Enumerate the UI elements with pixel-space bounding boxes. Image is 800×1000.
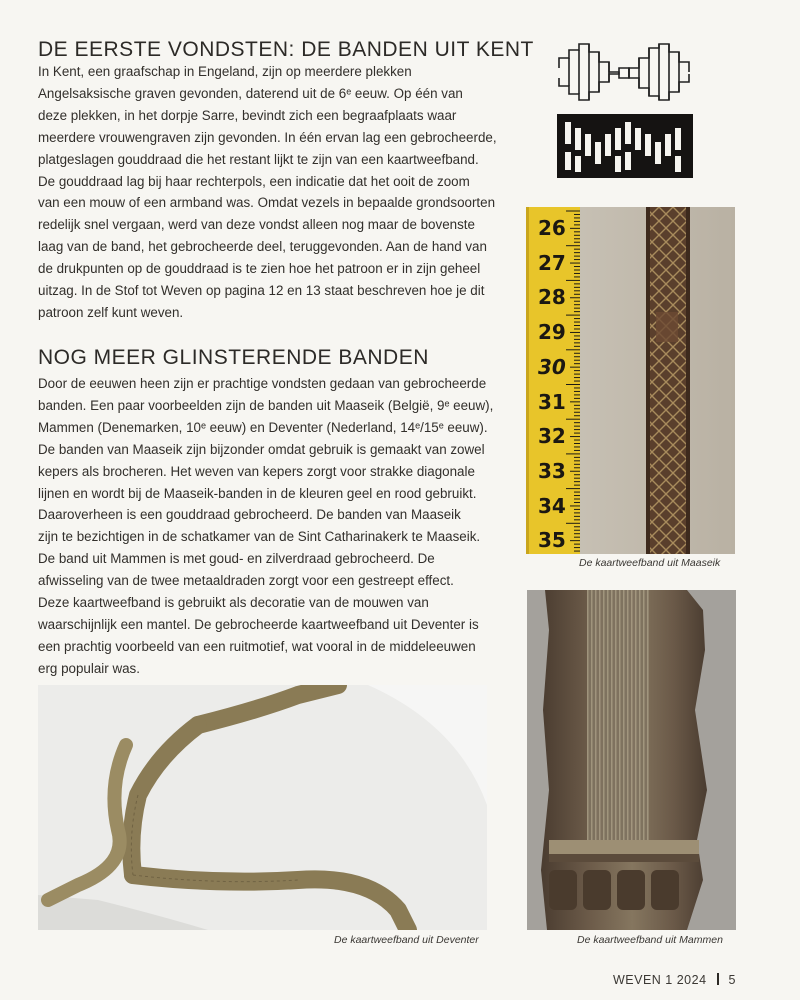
- footer-divider: [717, 973, 719, 985]
- text-line: erg populair was.: [38, 660, 140, 676]
- brocade-pattern-solid-drawing: [555, 112, 695, 180]
- maaseik-band-photo: [526, 207, 735, 554]
- text-line: van een mouw of een armband was. Omdat vezels in bepaalde grondsoorten: [38, 195, 496, 211]
- caption-maaseik: De kaartweefband uit Maaseik: [579, 557, 721, 569]
- text-line: Mammen (Denemarken, 10ᵉ eeuw) en Deventer (Nederland, 14ᵉ/15ᵉ eeuw).: [38, 419, 488, 435]
- ruler-tick-label: 35: [538, 528, 566, 553]
- text-line: de drukpunten op de gouddraad is te zien hoe het patroon er in zijn geheel: [38, 261, 481, 277]
- ruler-tick-label: 27: [538, 250, 566, 275]
- text-line: patroon zelf kunt weven.: [38, 304, 184, 320]
- brocade-pattern-outline-drawing: [555, 38, 695, 108]
- section-heading-kent: DE EERSTE VONDSTEN: DE BANDEN UIT KENT: [38, 38, 534, 61]
- ruler-tick-label: 33: [538, 458, 566, 483]
- text-line: meerdere vrouwengraven zijn gevonden. In één ervan lag een gebrocheerde,: [38, 129, 497, 145]
- caption-mammen: De kaartweefband uit Mammen: [577, 934, 723, 946]
- text-line: banden. Een paar voorbeelden zijn de banden uit Maaseik (België, 9ᵉ eeuw),: [38, 397, 494, 413]
- text-line: De gouddraad lag bij haar rechterpols, een indicatie dat het ooit de zoom: [38, 173, 470, 189]
- text-line: zijn te bezichtigen in de schatkamer van de Sint Catharinakerk te Maaseik.: [38, 529, 481, 545]
- ruler-tick-label: 32: [538, 424, 566, 449]
- text-line: platgeslagen gouddraad die het restant lijkt te zijn van een kaartweefband.: [38, 151, 479, 167]
- text-line: Angelsaksische graven gevonden, daterend uit de 6ᵉ eeuw. Op één van: [38, 85, 463, 101]
- text-line: redelijk snel vergaan, werd van deze vondst alleen nog maar de bovenste: [38, 217, 475, 233]
- paragraph-kent: [38, 61, 497, 324]
- caption-deventer: De kaartweefband uit Deventer: [334, 934, 479, 946]
- ruler-tick-label: 34: [538, 493, 566, 518]
- text-line: Door de eeuwen heen zijn er prachtige vondsten gedaan van gebrocheerde: [38, 376, 487, 391]
- mammen-band-photo: [527, 590, 736, 930]
- section-heading-glinsterende: NOG MEER GLINSTERENDE BANDEN: [38, 346, 429, 369]
- ruler-tick-label: 31: [538, 389, 566, 414]
- page-footer: [613, 973, 736, 987]
- ruler-tick-label: 30: [538, 354, 566, 379]
- ruler-tick-label: 26: [538, 216, 566, 240]
- page-number: 5: [728, 973, 736, 987]
- text-line: De banden van Maaseik zijn bijzonder omdat gebruik is gemaakt van zowel: [38, 441, 485, 457]
- text-line: Deze kaartweefband is gebruikt als decoratie van de mouwen van: [38, 595, 429, 611]
- text-line: kepers als brocheren. Het weven van kepers zorgt voor strakke diagonale: [38, 463, 475, 479]
- text-line: De band uit Mammen is met goud- en zilverdraad gebrocheerd. De: [38, 551, 435, 567]
- text-line: een prachtig voorbeeld van een ruitmotief, wat vooral in de middeleeuwen: [38, 638, 476, 654]
- text-line: In Kent, een graafschap in Engeland, zijn op meerdere plekken: [38, 64, 412, 79]
- text-line: deze plekken, in het dorpje Sarre, bevindt zich een begraafplaats waar: [38, 107, 457, 123]
- text-line: afwisseling van de twee metaaldraden zorgt voor een gestreept effect.: [38, 573, 454, 589]
- text-line: uitzag. In de Stof tot Weven op pagina 12 en 13 staat beschreven hoe je dit: [38, 283, 485, 299]
- text-line: waarschijnlijk een mantel. De gebrocheerde kaartweefband uit Deventer is: [38, 616, 479, 632]
- text-line: laag van de band, het gebrocheerde deel, teruggevonden. Aan de hand van: [38, 239, 487, 255]
- text-line: lijnen en wordt bij de Maaseik-banden in de kleuren geel en rood gebruikt.: [38, 485, 477, 501]
- ruler-tick-label: 29: [538, 320, 566, 345]
- ruler-tick-label: 28: [538, 285, 566, 310]
- paragraph-glinsterende: [38, 373, 493, 680]
- text-line: Daaroverheen is een gouddraad gebrocheerd. De banden van Maaseik: [38, 507, 461, 523]
- deventer-band-photo: [38, 685, 487, 930]
- magazine-issue: WEVEN 1 2024: [613, 973, 707, 987]
